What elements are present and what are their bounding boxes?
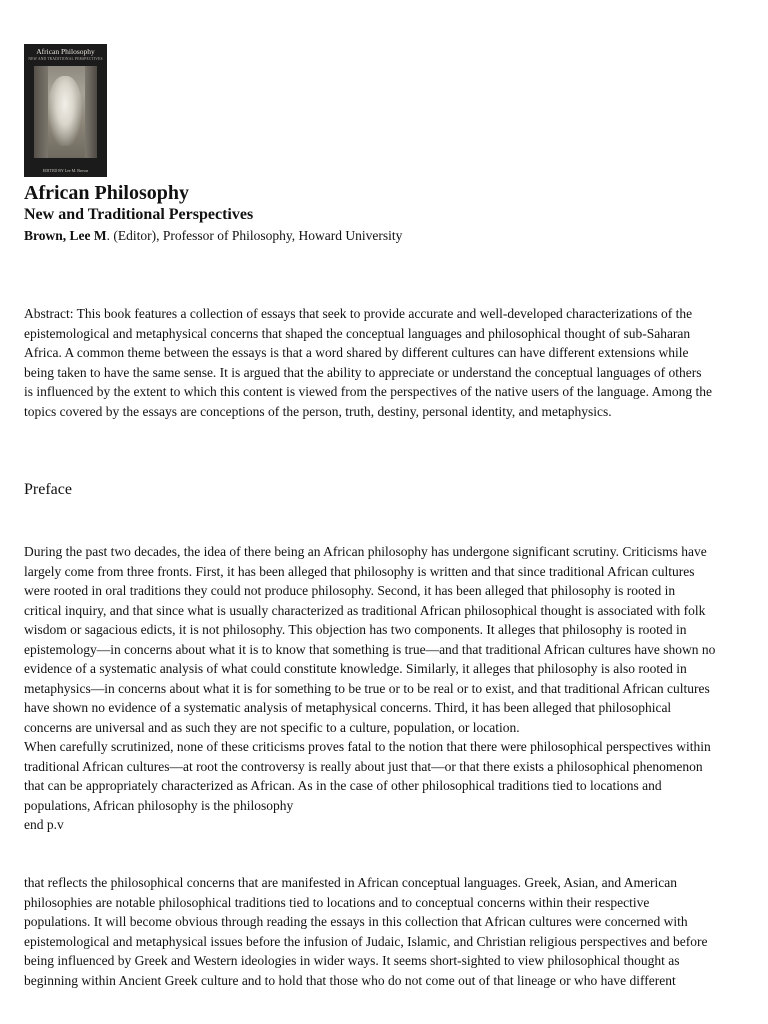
cover-artwork [34, 66, 97, 158]
preface-line: metaphysics—in concerns about what it is for something to be true or to be real or to exist, and that traditional African cultures [24, 680, 710, 696]
book-title: African Philosophy [24, 182, 190, 204]
preface-line: that can be appropriately characterized as African. As in the case of other philosophical traditions tied to locations and [24, 778, 662, 793]
preface-line: epistemological and metaphysical issues before the infusion of Judaic, Islamic, and Christian religious perspectives and before [24, 933, 708, 949]
preface-line: traditional African cultures—at root the controversy is really about just that—or that there exists a philosophical phenomenon [24, 758, 703, 774]
cover-title: African Philosophy [36, 47, 95, 56]
preface-line: philosophies are notable philosophical traditions tied to locations and to conceptual concerns within their respective [24, 894, 650, 910]
preface-line: were rooted in oral traditions they could not produce philosophy. Second, it has been alleged that philosophy is rooted in [24, 583, 676, 598]
preface-paragraph [24, 542, 744, 835]
preface-line: When carefully scrutinized, none of these criticisms proves fatal to the notion that there were philosophical perspectives within [24, 739, 711, 754]
preface-line: that reflects the philosophical concerns that are manifested in African conceptual languages. Greek, Asian, and American [24, 875, 678, 890]
preface-line: beginning within Ancient Greek culture and to hold that those who do not come out of that lineage or who have different [24, 972, 676, 988]
author-affiliation: . (Editor), Professor of Philosophy, Howard University [106, 228, 403, 243]
preface-line: being influenced by Greek and Western ideologies in wider ways. It seems short-sighted to view philosophical thought as [24, 953, 680, 968]
preface-line: evidence of a systematic analysis of what could constitute knowledge. Similarly, it alleges that philosophy is also rooted in [24, 661, 687, 676]
abstract-line: being taken to have the same sense. It is argued that the ability to appreciate or understand the conceptual languages of others [24, 364, 702, 380]
book-cover-image [24, 44, 107, 177]
abstract-line: topics covered by the essays are conceptions of the person, truth, destiny, personal identity, and metaphysics. [24, 403, 612, 419]
abstract-line: is influenced by the extent to which this content is viewed from the perspectives of the native users of the language. Among the [24, 384, 712, 399]
abstract-line: epistemological and metaphysical concerns that shaped the conceptual languages and philosophical thought of sub-Saharan [24, 325, 691, 341]
preface-line: concerns are universal and as such they are not specific to a culture, population, or location. [24, 719, 520, 735]
page-end-marker: end p.v [24, 817, 64, 832]
preface-continuation [24, 873, 744, 990]
abstract-paragraph [24, 304, 744, 421]
abstract-line: Africa. A common theme between the essays is that a word shared by different cultures can have different extensions while [24, 345, 689, 360]
preface-line: have shown no evidence of a systematic analysis of metaphysical concerns. Third, it has been alleged that philosophical [24, 700, 672, 715]
cover-editor: EDITED BY Lee M. Brown [42, 168, 89, 173]
author-name: Brown, Lee M [24, 228, 107, 243]
preface-line: largely come from three fronts. First, it has been alleged that philosophy is written and that since traditional African cultures [24, 563, 695, 579]
preface-line: During the past two decades, the idea of there being an African philosophy has undergone significant scrutiny. Criticisms have [24, 544, 707, 559]
preface-heading: Preface [24, 481, 72, 498]
abstract-line: Abstract: This book features a collection of essays that seek to provide accurate and well-developed characterizations of the [24, 306, 693, 321]
cover-subtitle: NEW AND TRADITIONAL PERSPECTIVES [28, 57, 103, 61]
preface-line: populations. It will become obvious through reading the essays in this collection that African cultures were concerned with [24, 914, 688, 929]
preface-line: populations, African philosophy is the philosophy [24, 797, 294, 813]
preface-line: epistemology—in concerns about what it is to know that something is true—and that traditional African cultures have shown no [24, 641, 716, 657]
preface-line: wisdom or sagacious edicts, it is not philosophy. This objection has two components. It alleges that philosophy is rooted in [24, 622, 687, 637]
book-subtitle: New and Traditional Perspectives [24, 206, 254, 223]
preface-line: critical inquiry, and that since what is usually characterized as traditional African philosophical thought is associated with folk [24, 602, 706, 618]
author-line [24, 227, 402, 245]
